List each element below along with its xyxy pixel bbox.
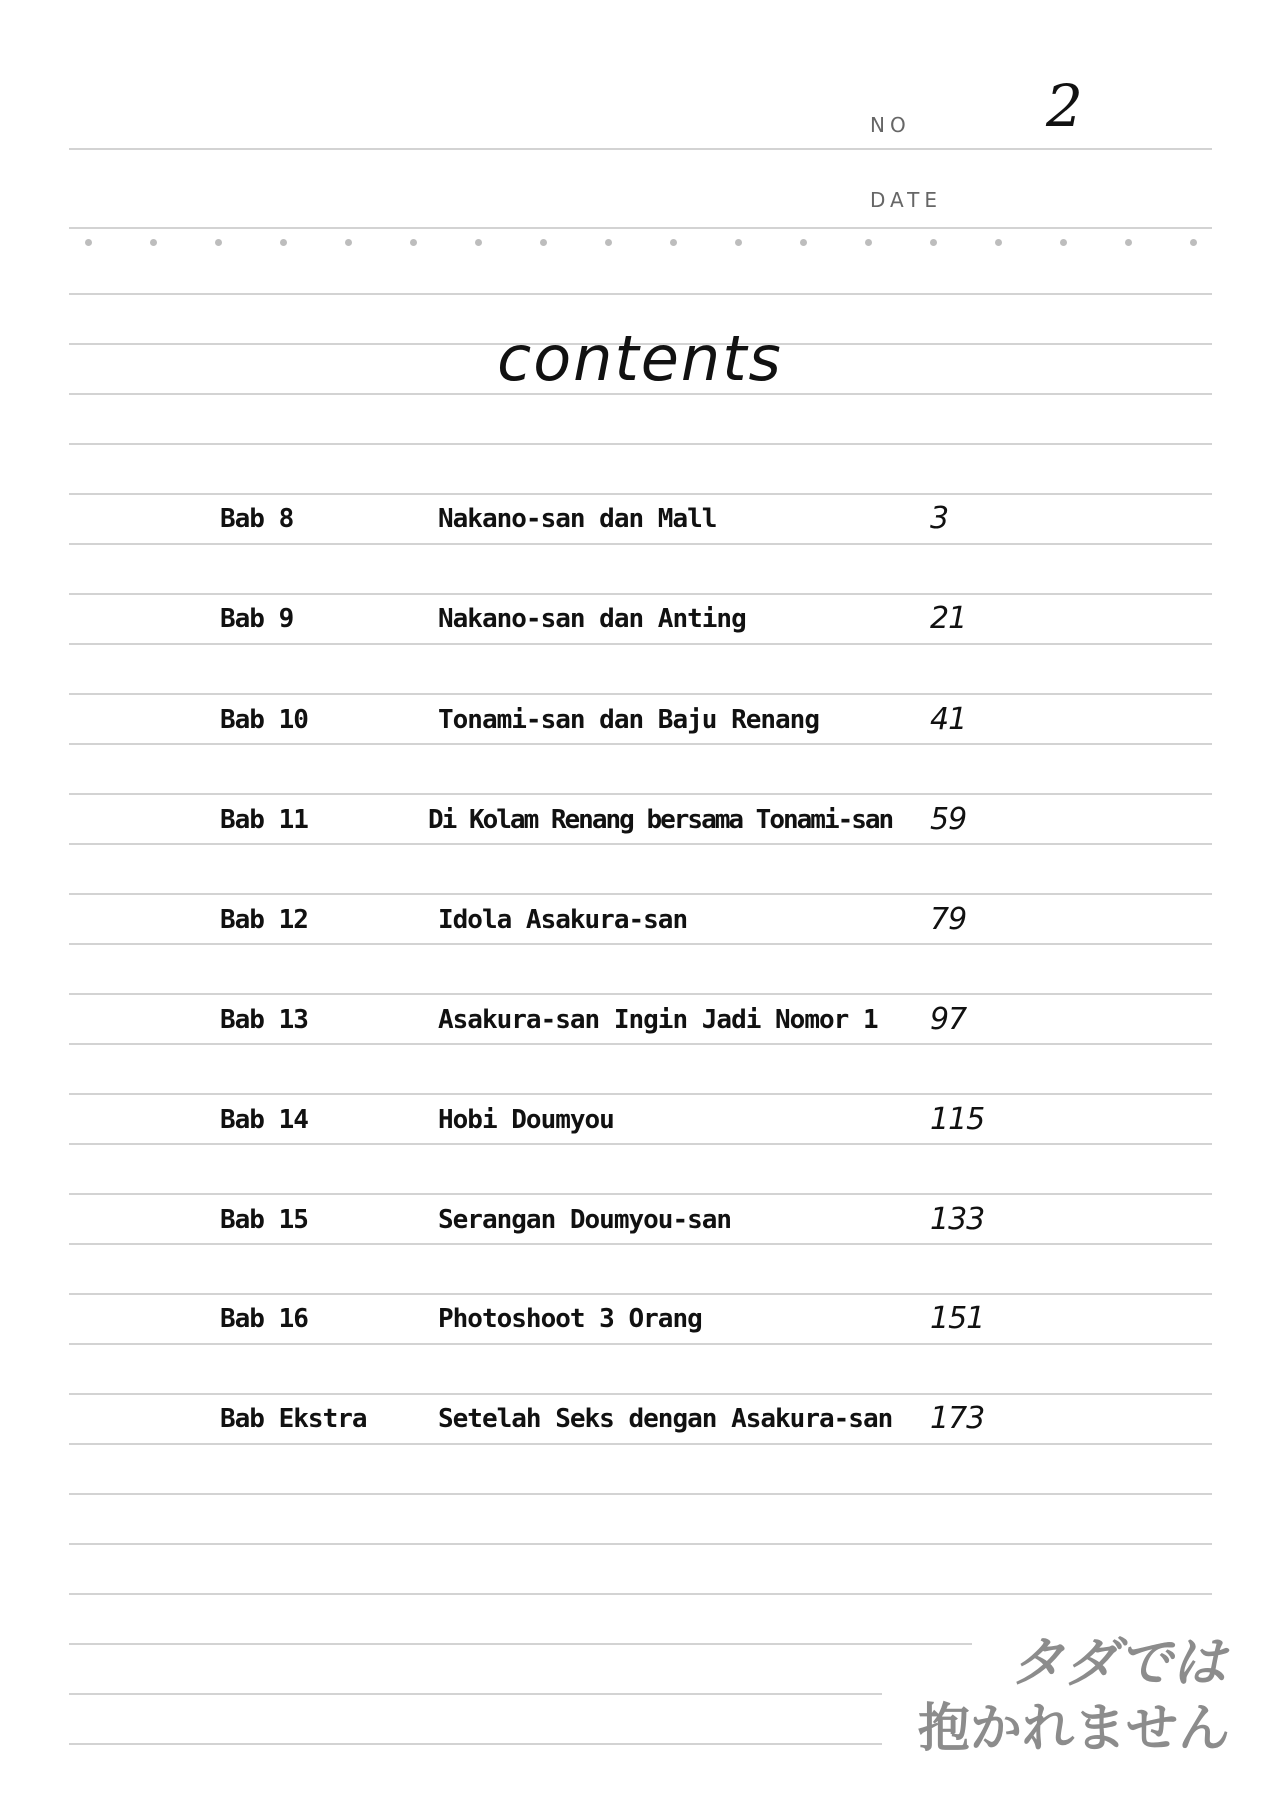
separator-dot bbox=[865, 239, 872, 246]
separator-dot bbox=[735, 239, 742, 246]
separator-dot bbox=[670, 239, 677, 246]
ruled-line bbox=[69, 1743, 882, 1745]
separator-dot bbox=[215, 239, 222, 246]
toc-row bbox=[0, 1394, 1280, 1444]
toc-row bbox=[0, 1294, 1280, 1344]
toc-chapter: Bab 12 bbox=[220, 905, 308, 935]
ruled-line bbox=[69, 1643, 972, 1645]
separator-dot bbox=[1060, 239, 1067, 246]
toc-row bbox=[0, 1195, 1280, 1245]
logo-line-2: 抱かれません bbox=[918, 1699, 1231, 1759]
separator-dot bbox=[345, 239, 352, 246]
toc-chapter: Bab 10 bbox=[220, 705, 308, 735]
logo-line-1: タダでは bbox=[1010, 1631, 1226, 1694]
separator-dot bbox=[150, 239, 157, 246]
toc-title: Nakano-san dan Anting bbox=[438, 604, 746, 634]
toc-chapter: Bab 8 bbox=[220, 504, 294, 534]
toc-row bbox=[0, 995, 1280, 1045]
separator-dot bbox=[995, 239, 1002, 246]
toc-chapter: Bab 11 bbox=[220, 805, 308, 835]
separator-dot bbox=[410, 239, 417, 246]
toc-page: 3 bbox=[930, 501, 949, 536]
series-logo bbox=[918, 1620, 1231, 1760]
toc-chapter: Bab 16 bbox=[220, 1304, 308, 1334]
toc-page: 97 bbox=[930, 1002, 967, 1037]
separator-dot bbox=[1190, 239, 1197, 246]
header-rule bbox=[69, 227, 1212, 229]
toc-chapter: Bab Ekstra bbox=[220, 1404, 367, 1434]
toc-page: 115 bbox=[930, 1102, 985, 1137]
toc-title: Di Kolam Renang bersama Tonami-san bbox=[428, 805, 893, 835]
toc-page: 21 bbox=[930, 601, 967, 636]
separator-dot bbox=[540, 239, 547, 246]
toc-title: Photoshoot 3 Orang bbox=[438, 1304, 702, 1334]
toc-row bbox=[0, 795, 1280, 845]
page-title: contents bbox=[497, 322, 783, 395]
separator-dot bbox=[475, 239, 482, 246]
toc-page: 41 bbox=[930, 702, 967, 737]
toc-page: 59 bbox=[930, 802, 967, 837]
ruled-line bbox=[69, 1543, 1212, 1545]
toc-row bbox=[0, 695, 1280, 745]
ruled-line bbox=[69, 1693, 882, 1695]
ruled-line bbox=[69, 1493, 1212, 1495]
toc-chapter: Bab 14 bbox=[220, 1105, 308, 1135]
toc-row bbox=[0, 1095, 1280, 1145]
toc-title: Asakura-san Ingin Jadi Nomor 1 bbox=[438, 1005, 878, 1035]
toc-title: Setelah Seks dengan Asakura-san bbox=[438, 1404, 893, 1434]
toc-page: 133 bbox=[930, 1202, 985, 1237]
toc-chapter: Bab 9 bbox=[220, 604, 294, 634]
toc-chapter: Bab 13 bbox=[220, 1005, 308, 1035]
ruled-line bbox=[69, 443, 1212, 445]
toc-page: 151 bbox=[930, 1301, 985, 1336]
separator-dot bbox=[930, 239, 937, 246]
toc-row bbox=[0, 895, 1280, 945]
separator-dot bbox=[1125, 239, 1132, 246]
separator-dot bbox=[605, 239, 612, 246]
date-label: DATE bbox=[870, 188, 943, 212]
dotted-separator bbox=[69, 234, 1212, 254]
no-value: 2 bbox=[1046, 72, 1083, 140]
separator-dot bbox=[280, 239, 287, 246]
toc-title: Hobi Doumyou bbox=[438, 1105, 614, 1135]
separator-dot bbox=[800, 239, 807, 246]
toc-title: Tonami-san dan Baju Renang bbox=[438, 705, 819, 735]
no-label: NO bbox=[870, 113, 911, 137]
toc-title: Idola Asakura-san bbox=[438, 905, 688, 935]
toc-page: 173 bbox=[930, 1401, 985, 1436]
toc-row bbox=[0, 594, 1280, 644]
toc-title: Nakano-san dan Mall bbox=[438, 504, 717, 534]
separator-dot bbox=[85, 239, 92, 246]
ruled-line bbox=[69, 1593, 1212, 1595]
toc-title: Serangan Doumyou-san bbox=[438, 1205, 732, 1235]
header-rule bbox=[69, 148, 1212, 150]
toc-page: 79 bbox=[930, 902, 967, 937]
ruled-line bbox=[69, 293, 1212, 295]
toc-row bbox=[0, 494, 1280, 544]
toc-chapter: Bab 15 bbox=[220, 1205, 308, 1235]
